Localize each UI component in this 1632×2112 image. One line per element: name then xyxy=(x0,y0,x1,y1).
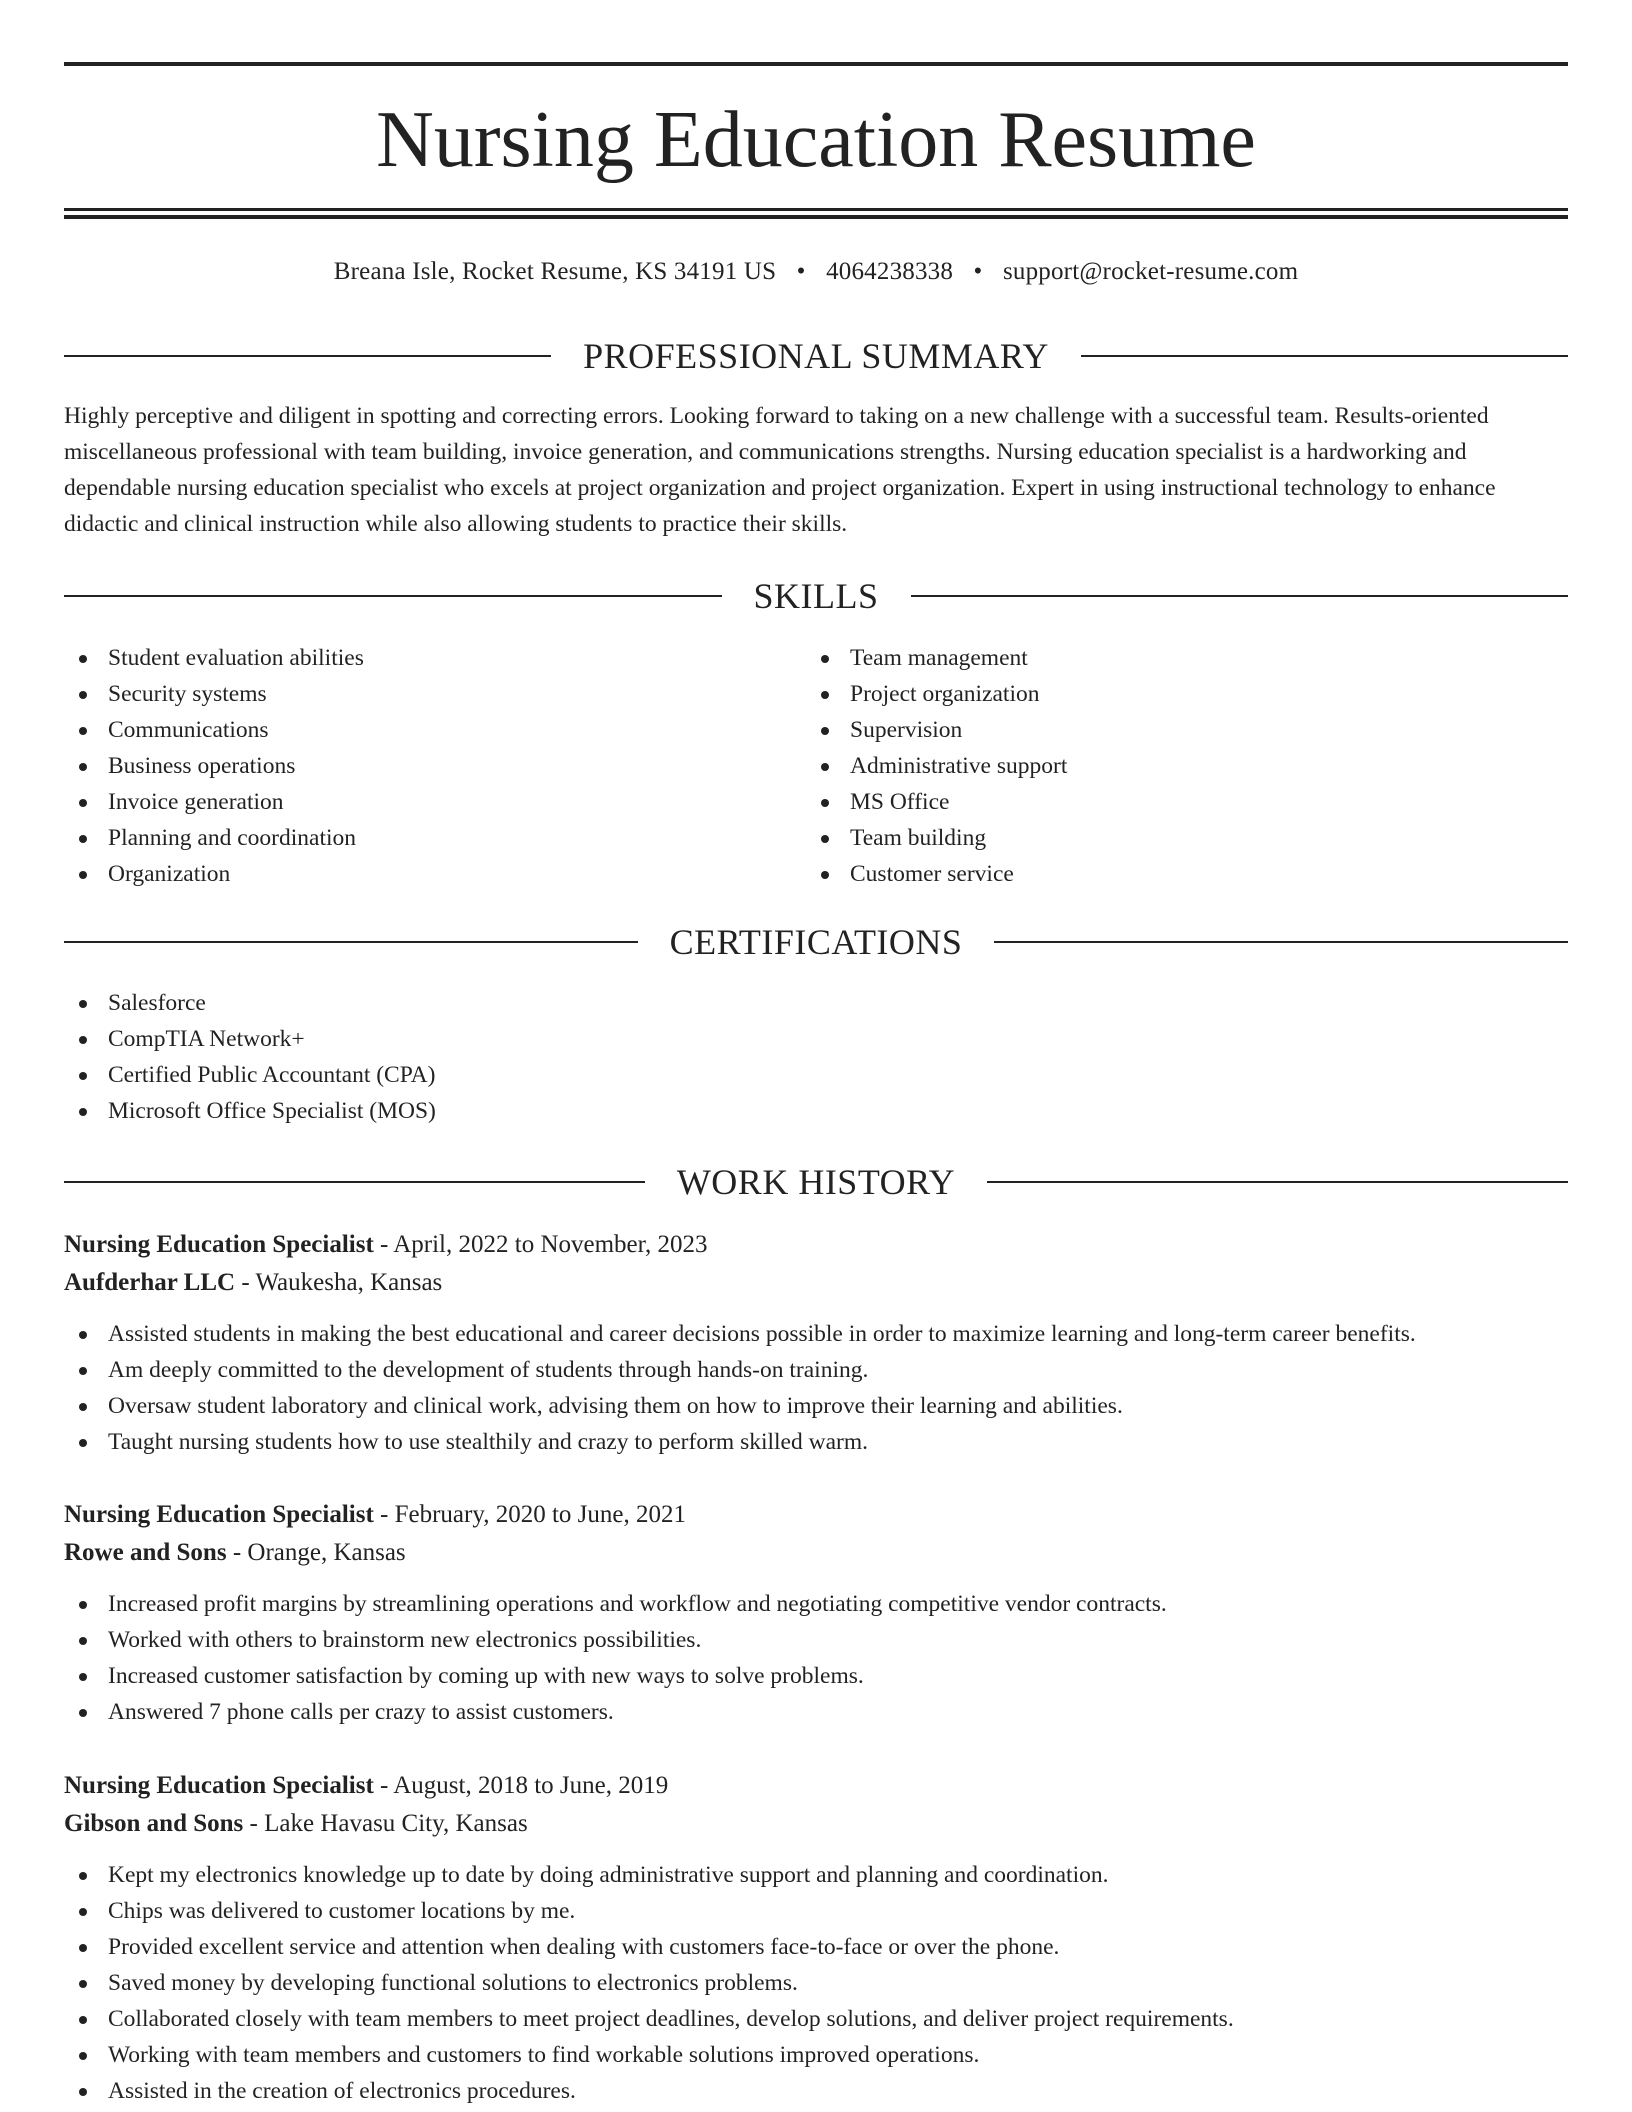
list-item-text: Oversaw student laboratory and clinical work, advising them on how to improve their learning and abilities. xyxy=(108,1393,1123,1419)
bullet-icon xyxy=(79,727,87,735)
section-header-work-history xyxy=(64,1160,1568,1204)
bullet-icon xyxy=(79,1872,87,1880)
list-item xyxy=(64,856,804,892)
section-title-summary: PROFESSIONAL SUMMARY xyxy=(583,336,1049,376)
section-rule xyxy=(911,595,1569,597)
job-title-line xyxy=(64,1226,1568,1264)
job-dates: - August, 2018 to June, 2019 xyxy=(373,1772,669,1799)
summary-text: Highly perceptive and diligent in spotting and correcting errors. Looking forward to taking on a new challenge with a successful team. Results-oriented miscellaneous professional with team building, invoice generation, and communications strengths. Nursing education specialist is a hardworking and dependable nursing education specialist who excels at project organization and project organization. Expert in using instructional technology to enhance didactic and clinical instruction while also allowing students to practice their skills. xyxy=(64,403,1496,537)
job-location: - Orange, Kansas xyxy=(226,1539,406,1566)
job-company: Gibson and Sons xyxy=(64,1810,244,1837)
list-item-text: Worked with others to brainstorm new electronics possibilities. xyxy=(108,1627,702,1653)
list-item-text: Student evaluation abilities xyxy=(108,645,364,671)
list-item xyxy=(64,1586,1568,1622)
list-item xyxy=(64,676,804,712)
job-location: - Waukesha, Kansas xyxy=(235,1269,443,1296)
bullet-icon xyxy=(79,1403,87,1411)
list-item xyxy=(64,1388,1568,1424)
list-item-text: Salesforce xyxy=(108,990,206,1016)
bullet-icon xyxy=(79,1108,87,1116)
job-entry xyxy=(64,1496,1568,1730)
list-item xyxy=(64,1658,1568,1694)
job-entry xyxy=(64,1767,1568,2109)
bullet-icon xyxy=(79,1439,87,1447)
list-item-text: Am deeply committed to the development of students through hands-on training. xyxy=(108,1357,869,1383)
section-header-certifications xyxy=(64,920,1568,964)
bullet-icon xyxy=(79,1673,87,1681)
section-rule xyxy=(64,941,638,943)
skills-list-left xyxy=(64,640,804,892)
list-item xyxy=(64,640,804,676)
title-rule-lower xyxy=(64,215,1568,219)
bullet-icon xyxy=(79,2016,87,2024)
list-item-text: Customer service xyxy=(850,861,1014,887)
list-item xyxy=(64,1021,1568,1057)
list-item-text: Assisted students in making the best educational and career decisions possible in order to maximize learning and long-term career benefits. xyxy=(108,1321,1416,1347)
list-item xyxy=(806,820,1566,856)
list-item-text: Increased customer satisfaction by coming up with new ways to solve problems. xyxy=(108,1663,864,1689)
contact-separator: • xyxy=(973,258,983,285)
bullet-icon xyxy=(821,871,829,879)
job-bullets xyxy=(64,1316,1568,1460)
list-item xyxy=(64,1893,1568,1929)
section-rule xyxy=(987,1181,1568,1183)
list-item xyxy=(64,784,804,820)
list-item xyxy=(64,1093,1568,1129)
contact-line xyxy=(64,254,1568,290)
list-item-text: Team building xyxy=(850,825,987,851)
list-item xyxy=(806,856,1566,892)
bullet-icon xyxy=(79,691,87,699)
bullet-icon xyxy=(79,1036,87,1044)
list-item-text: Answered 7 phone calls per crazy to assist customers. xyxy=(108,1699,614,1725)
list-item-text: Microsoft Office Specialist (MOS) xyxy=(108,1098,436,1124)
list-item xyxy=(806,676,1566,712)
section-rule xyxy=(994,941,1568,943)
job-bullets xyxy=(64,1857,1568,2109)
job-title-line xyxy=(64,1496,1568,1534)
list-item-text: Project organization xyxy=(850,681,1040,707)
list-item xyxy=(64,1622,1568,1658)
bullet-icon xyxy=(79,2088,87,2096)
list-item xyxy=(64,1352,1568,1388)
list-item-text: Provided excellent service and attention when dealing with customers face-to-face or over the phone. xyxy=(108,1934,1060,1960)
contact-email: support@rocket-resume.com xyxy=(1002,258,1299,285)
list-item-text: CompTIA Network+ xyxy=(108,1026,305,1052)
bullet-icon xyxy=(79,1637,87,1645)
job-title: Nursing Education Specialist xyxy=(64,1501,374,1528)
bullet-icon xyxy=(821,691,829,699)
list-item-text: Organization xyxy=(108,861,231,887)
bullet-icon xyxy=(79,1000,87,1008)
job-title: Nursing Education Specialist xyxy=(64,1231,374,1258)
list-item-text: Assisted in the creation of electronics procedures. xyxy=(108,2078,576,2104)
list-item xyxy=(64,820,804,856)
bullet-icon xyxy=(821,655,829,663)
bullet-icon xyxy=(821,835,829,843)
contact-address: Breana Isle, Rocket Resume, KS 34191 US xyxy=(333,258,777,285)
list-item-text: Team management xyxy=(850,645,1028,671)
section-rule xyxy=(64,355,551,357)
job-dates: - February, 2020 to June, 2021 xyxy=(373,1501,687,1528)
list-item xyxy=(64,1965,1568,2001)
section-title-skills: SKILLS xyxy=(753,576,879,616)
section-rule xyxy=(64,1181,645,1183)
title-rule-upper xyxy=(64,208,1568,211)
bullet-icon xyxy=(821,763,829,771)
list-item-text: Supervision xyxy=(850,717,963,743)
top-rule xyxy=(64,62,1568,66)
resume-title: Nursing Education Resume xyxy=(376,96,1256,184)
bullet-icon xyxy=(79,1709,87,1717)
job-company-line xyxy=(64,1534,1568,1572)
section-header-skills xyxy=(64,574,1568,618)
bullet-icon xyxy=(79,871,87,879)
section-header-summary xyxy=(64,334,1568,378)
bullet-icon xyxy=(79,835,87,843)
list-item xyxy=(64,2073,1568,2109)
certifications-list xyxy=(64,985,1568,1129)
bullet-icon xyxy=(79,2052,87,2060)
bullet-icon xyxy=(79,1980,87,1988)
section-title-work-history: WORK HISTORY xyxy=(676,1162,956,1202)
job-title: Nursing Education Specialist xyxy=(64,1772,374,1799)
list-item xyxy=(64,2037,1568,2073)
list-item xyxy=(64,1424,1568,1460)
list-item-text: Saved money by developing functional solutions to electronics problems. xyxy=(108,1970,798,1996)
list-item-text: Collaborated closely with team members to meet project deadlines, develop solutions, and deliver project requirements. xyxy=(108,2006,1234,2032)
list-item xyxy=(806,712,1566,748)
skills-list-right xyxy=(806,640,1566,892)
bullet-icon xyxy=(79,1367,87,1375)
list-item xyxy=(64,712,804,748)
list-item xyxy=(806,640,1566,676)
job-location: - Lake Havasu City, Kansas xyxy=(243,1810,528,1837)
list-item-text: Taught nursing students how to use stealthily and crazy to perform skilled warm. xyxy=(108,1429,868,1455)
bullet-icon xyxy=(79,1601,87,1609)
list-item-text: Certified Public Accountant (CPA) xyxy=(108,1062,436,1088)
list-item xyxy=(64,1057,1568,1093)
list-item-text: Chips was delivered to customer locations by me. xyxy=(108,1898,576,1924)
list-item xyxy=(64,2001,1568,2037)
list-item xyxy=(64,985,1568,1021)
list-item xyxy=(806,748,1566,784)
section-title-certifications: CERTIFICATIONS xyxy=(669,922,963,962)
list-item-text: Increased profit margins by streamlining operations and workflow and negotiating competitive vendor contracts. xyxy=(108,1591,1167,1617)
job-company-line xyxy=(64,1805,1568,1843)
contact-separator: • xyxy=(796,258,806,285)
job-bullets xyxy=(64,1586,1568,1730)
job-entry xyxy=(64,1226,1568,1460)
list-item-text: Administrative support xyxy=(850,753,1068,779)
section-rule xyxy=(64,595,722,597)
bullet-icon xyxy=(79,655,87,663)
job-dates: - April, 2022 to November, 2023 xyxy=(373,1231,708,1258)
list-item-text: Kept my electronics knowledge up to date by doing administrative support and planning and coordination. xyxy=(108,1862,1109,1888)
list-item-text: Working with team members and customers to find workable solutions improved operations. xyxy=(108,2042,980,2068)
job-company: Rowe and Sons xyxy=(64,1539,227,1566)
job-company: Aufderhar LLC xyxy=(64,1269,236,1296)
list-item-text: Planning and coordination xyxy=(108,825,357,851)
list-item-text: Security systems xyxy=(108,681,267,707)
list-item xyxy=(64,748,804,784)
contact-phone: 4064238338 xyxy=(826,258,954,285)
job-company-line xyxy=(64,1264,1568,1302)
list-item-text: MS Office xyxy=(850,789,950,815)
bullet-icon xyxy=(79,1908,87,1916)
list-item-text: Invoice generation xyxy=(108,789,284,815)
list-item xyxy=(806,784,1566,820)
bullet-icon xyxy=(79,799,87,807)
bullet-icon xyxy=(79,1331,87,1339)
list-item-text: Business operations xyxy=(108,753,296,779)
list-item xyxy=(64,1316,1568,1352)
bullet-icon xyxy=(821,799,829,807)
list-item-text: Communications xyxy=(108,717,269,743)
list-item xyxy=(64,1857,1568,1893)
bullet-icon xyxy=(79,763,87,771)
bullet-icon xyxy=(821,727,829,735)
job-title-line xyxy=(64,1767,1568,1805)
list-item xyxy=(64,1929,1568,1965)
section-rule xyxy=(1081,355,1568,357)
list-item xyxy=(64,1694,1568,1730)
bullet-icon xyxy=(79,1944,87,1952)
bullet-icon xyxy=(79,1072,87,1080)
